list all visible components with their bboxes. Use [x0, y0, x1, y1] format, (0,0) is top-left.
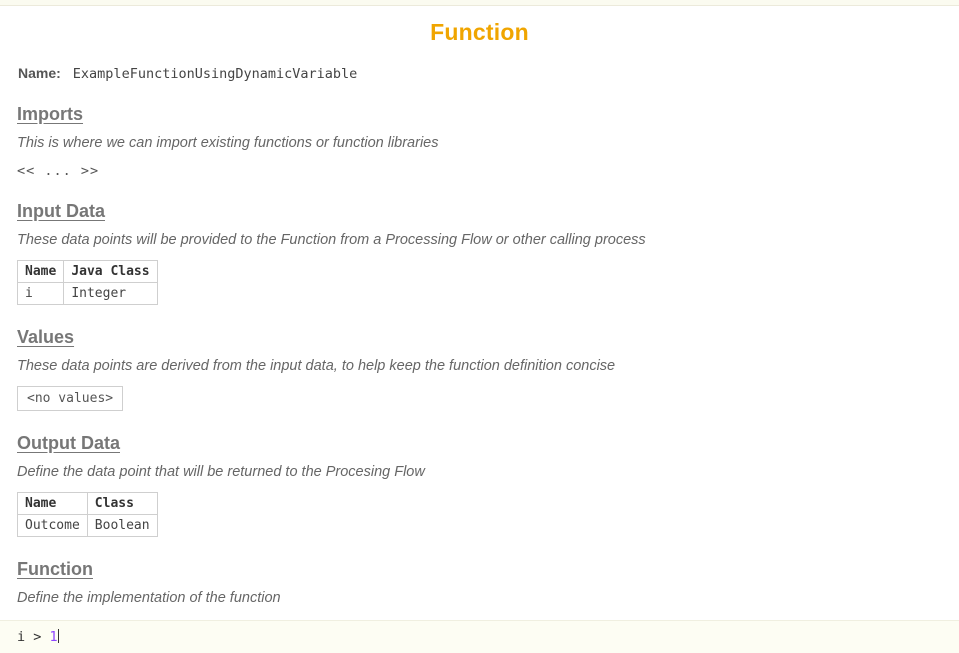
- output-cell-class[interactable]: Boolean: [87, 515, 157, 537]
- imports-content[interactable]: << ... >>: [17, 163, 100, 179]
- output-data-heading: Output Data: [17, 433, 120, 453]
- values-description: These data points are derived from the input data, to help keep the function definition concise: [17, 358, 616, 374]
- input-cell-name[interactable]: i: [18, 283, 64, 305]
- output-col-class: Class: [87, 493, 157, 515]
- function-heading: Function: [17, 559, 93, 579]
- section-values: [17, 327, 959, 411]
- section-imports: [17, 104, 959, 179]
- function-name-value[interactable]: ExampleFunctionUsingDynamicVariable: [72, 66, 358, 82]
- text-caret: [58, 629, 59, 643]
- function-name-label: Name:: [18, 65, 61, 81]
- code-expression: i >: [17, 629, 50, 645]
- table-header-row: [18, 261, 158, 283]
- input-data-table: [17, 260, 158, 305]
- input-col-name: Name: [18, 261, 64, 283]
- output-data-table: [17, 492, 158, 537]
- table-row[interactable]: [18, 515, 158, 537]
- table-header-row: [18, 493, 158, 515]
- page-title: Function: [430, 19, 529, 45]
- input-data-description: These data points will be provided to the Function from a Processing Flow or other calling process: [17, 232, 646, 248]
- table-row[interactable]: [18, 283, 158, 305]
- output-data-description: Define the data point that will be returned to the Procesing Flow: [17, 464, 425, 480]
- section-output-data: [17, 433, 959, 537]
- imports-heading: Imports: [17, 104, 84, 124]
- code-number-literal: 1: [49, 629, 58, 645]
- imports-description: This is where we can import existing functions or function libraries: [17, 135, 439, 151]
- function-code-editor[interactable]: [0, 620, 959, 653]
- function-name-row: [18, 65, 959, 82]
- input-col-java-class: Java Class: [64, 261, 157, 283]
- values-heading: Values: [17, 327, 75, 347]
- section-function: [17, 559, 959, 606]
- output-cell-name[interactable]: Outcome: [18, 515, 88, 537]
- document-page: [0, 6, 959, 653]
- function-description: Define the implementation of the function: [17, 590, 281, 606]
- section-input-data: [17, 201, 959, 305]
- input-data-heading: Input Data: [17, 201, 105, 221]
- output-col-name: Name: [18, 493, 88, 515]
- input-cell-java-class[interactable]: Integer: [64, 283, 157, 305]
- values-empty-label[interactable]: <no values>: [17, 386, 123, 411]
